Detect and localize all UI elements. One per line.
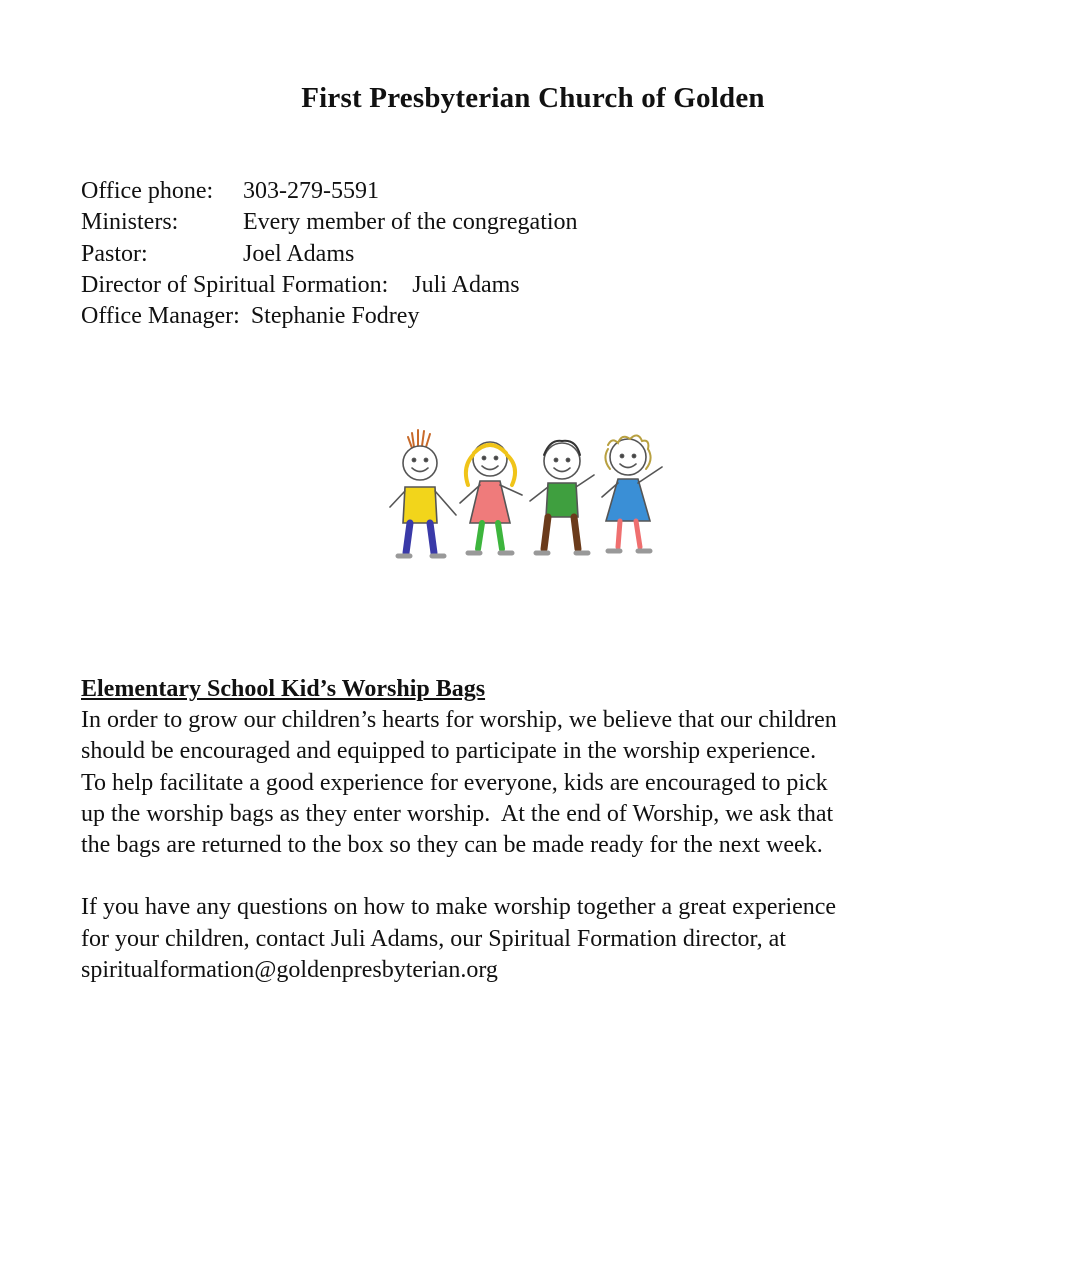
paragraph-line: should be encouraged and equipped to participate in the worship experience. bbox=[81, 738, 817, 765]
contact-row-pastor bbox=[81, 239, 578, 270]
contact-label: Office Manager: bbox=[81, 303, 240, 330]
child-2-figure bbox=[460, 442, 522, 553]
contact-row-director bbox=[81, 270, 578, 301]
contact-label: Office phone: bbox=[81, 178, 214, 204]
contact-row-phone bbox=[81, 176, 578, 207]
contact-value: Every member of the congregation bbox=[243, 209, 578, 236]
paragraph-line: up the worship bags as they enter worship. At the end of Worship, we ask that bbox=[81, 800, 834, 827]
contact-label: Pastor: bbox=[81, 240, 148, 267]
section-heading: Elementary School Kid’s Worship Bags bbox=[81, 676, 486, 702]
page-title: First Presbyterian Church of Golden bbox=[301, 82, 765, 114]
contact-label: Director of Spiritual Formation: bbox=[81, 271, 389, 298]
paragraph-gap bbox=[81, 861, 1001, 892]
contact-value: Joel Adams bbox=[243, 240, 355, 267]
contact-value: Juli Adams bbox=[412, 271, 520, 298]
paragraph-line: the bags are returned to the box so they can be made ready for the next week. bbox=[81, 832, 823, 859]
contact-email[interactable]: spiritualformation@goldenpresbyterian.org bbox=[81, 956, 498, 983]
paragraph-line: If you have any questions on how to make worship together a great experience bbox=[81, 894, 837, 921]
contact-value: 303-279-5591 bbox=[243, 178, 379, 204]
child-4-figure bbox=[602, 435, 662, 551]
contact-row-office-manager bbox=[81, 301, 578, 332]
contact-label: Ministers: bbox=[81, 209, 179, 236]
child-1-figure bbox=[390, 430, 456, 556]
contact-row-ministers bbox=[81, 207, 578, 238]
worship-bags-section bbox=[81, 674, 1001, 986]
children-illustration bbox=[380, 425, 672, 570]
child-3-figure bbox=[530, 441, 594, 553]
contact-value: Stephanie Fodrey bbox=[250, 303, 420, 330]
contact-list bbox=[81, 176, 578, 332]
paragraph-line: To help facilitate a good experience for everyone, kids are encouraged to pick bbox=[81, 769, 828, 796]
paragraph-line: for your children, contact Juli Adams, our Spiritual Formation director, at bbox=[81, 925, 786, 952]
paragraph-line: In order to grow our children’s hearts for worship, we believe that our children bbox=[81, 707, 837, 734]
